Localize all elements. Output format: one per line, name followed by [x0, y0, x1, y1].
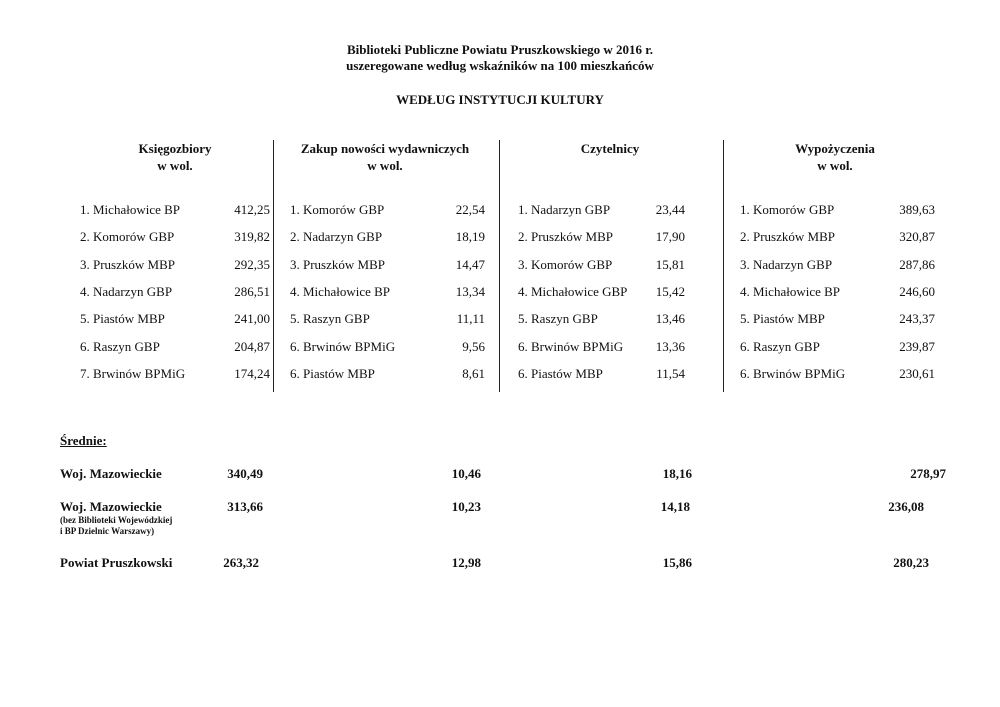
column-title: Księgozbiory	[138, 141, 212, 156]
column-header-ksiegozbiory	[80, 140, 270, 174]
library-name: 1. Nadarzyn GBP	[518, 202, 611, 217]
indicator-value: 13,36	[655, 338, 685, 354]
ranking-row	[80, 284, 270, 302]
ranking-row	[740, 284, 935, 302]
avg-row-label: Powiat Pruszkowski	[60, 555, 173, 570]
indicator-value: 319,82	[234, 229, 270, 245]
ranking-row	[290, 311, 485, 329]
indicator-value: 14,47	[455, 256, 485, 272]
indicator-value: 13,34	[455, 283, 485, 299]
ranking-row	[290, 366, 485, 384]
column-title: Czytelnicy	[580, 141, 640, 156]
ranking-row	[80, 366, 270, 384]
average-value: 10,46	[451, 466, 481, 481]
average-value: 263,32	[223, 555, 259, 570]
ranking-row	[518, 366, 685, 384]
library-name: 1. Komorów GBP	[740, 202, 835, 217]
library-name: 3. Pruszków MBP	[290, 256, 385, 272]
ranking-row	[518, 284, 685, 302]
ranking-row	[290, 339, 485, 357]
ranking-row	[290, 257, 485, 275]
column-title: Zakup nowości wydawniczych	[300, 141, 470, 156]
average-value: 10,23	[451, 499, 481, 514]
column-unit: w wol.	[367, 158, 403, 173]
indicator-value: 13,46	[655, 311, 685, 327]
library-name: 2. Nadarzyn GBP	[290, 229, 383, 245]
library-name: 3. Nadarzyn GBP	[740, 256, 833, 272]
ranking-row	[518, 311, 685, 329]
library-name: 6. Raszyn GBP	[740, 338, 820, 354]
library-name: 6. Brwinów BPMiG	[290, 338, 396, 354]
ranking-row	[80, 339, 270, 357]
indicator-value: 320,87	[899, 229, 935, 245]
ranking-row	[740, 366, 935, 384]
column-title: Wypożyczenia	[795, 141, 875, 156]
library-name: 4. Michałowice GBP	[518, 283, 628, 299]
library-name: 4. Michałowice BP	[740, 283, 841, 299]
library-name: 6. Brwinów BPMiG	[518, 338, 624, 354]
average-value: 340,49	[227, 466, 263, 481]
library-name: 6. Raszyn GBP	[80, 338, 160, 354]
ranking-row	[518, 257, 685, 275]
ranking-row	[290, 202, 485, 220]
indicator-value: 204,87	[234, 338, 270, 354]
library-name: 2. Pruszków MBP	[740, 229, 835, 245]
avg-row-label: Woj. Mazowieckie	[60, 499, 162, 514]
column-header-wypozyczenia	[735, 140, 935, 174]
ranking-row	[740, 202, 935, 220]
column-unit: w wol.	[817, 158, 853, 173]
average-value: 280,23	[893, 555, 929, 570]
indicator-value: 412,25	[234, 202, 270, 217]
library-name: 6. Piastów MBP	[290, 365, 375, 381]
indicator-value: 174,24	[234, 365, 270, 381]
library-name: 2. Pruszków MBP	[518, 229, 613, 245]
library-name: 1. Komorów GBP	[290, 202, 385, 217]
column-header-zakup	[280, 140, 490, 174]
ranking-row	[80, 202, 270, 220]
average-value: 12,98	[451, 555, 481, 570]
library-name: 5. Piastów MBP	[80, 311, 165, 327]
average-value: 15,86	[662, 555, 692, 570]
library-name: 2. Komorów GBP	[80, 229, 175, 245]
ranking-row	[740, 229, 935, 247]
library-name: 4. Michałowice BP	[290, 283, 391, 299]
ranking-row	[740, 339, 935, 357]
library-name: 7. Brwinów BPMiG	[80, 365, 186, 381]
library-name: 3. Pruszków MBP	[80, 256, 175, 272]
library-name: 5. Raszyn GBP	[290, 311, 370, 327]
average-value: 313,66	[227, 499, 263, 514]
title-line-2: uszeregowane według wskaźników na 100 mieszkańców	[346, 58, 654, 73]
ranking-row	[80, 311, 270, 329]
library-name: 6. Brwinów BPMiG	[740, 365, 846, 381]
subtitle: WEDŁUG INSTYTUCJI KULTURY	[396, 92, 604, 107]
column-divider	[723, 140, 724, 392]
library-name: 5. Piastów MBP	[740, 311, 825, 327]
column-divider	[499, 140, 500, 392]
indicator-value: 11,54	[656, 365, 685, 381]
column-unit: w wol.	[157, 158, 193, 173]
ranking-row	[290, 229, 485, 247]
indicator-value: 17,90	[655, 229, 685, 245]
indicator-value: 287,86	[899, 256, 935, 272]
library-name: 3. Komorów GBP	[518, 256, 613, 272]
indicator-value: 246,60	[899, 283, 935, 299]
column-divider	[273, 140, 274, 392]
average-value: 236,08	[888, 499, 924, 514]
ranking-row	[518, 202, 685, 220]
ranking-row	[740, 257, 935, 275]
average-value: 14,18	[660, 499, 690, 514]
indicator-value: 11,11	[456, 311, 485, 327]
indicator-value: 15,81	[655, 256, 685, 272]
average-value: 278,97	[910, 466, 946, 481]
indicator-value: 243,37	[899, 311, 935, 327]
library-name: 6. Piastów MBP	[518, 365, 603, 381]
library-name: 4. Nadarzyn GBP	[80, 283, 173, 299]
indicator-value: 22,54	[455, 202, 485, 217]
indicator-value: 230,61	[899, 365, 935, 381]
indicator-value: 292,35	[234, 256, 270, 272]
title-line-1: Biblioteki Publiczne Powiatu Pruszkowskiego w 2016 r.	[346, 42, 654, 57]
ranking-row	[80, 229, 270, 247]
avg-row-note: i BP Dzielnic Warszawy)	[60, 526, 155, 536]
ranking-row	[518, 229, 685, 247]
ranking-row	[740, 311, 935, 329]
average-value: 18,16	[662, 466, 692, 481]
ranking-row	[518, 339, 685, 357]
indicator-value: 8,61	[462, 365, 485, 381]
library-name: 5. Raszyn GBP	[518, 311, 598, 327]
indicator-value: 23,44	[655, 202, 685, 217]
indicator-value: 286,51	[234, 283, 270, 299]
ranking-row	[80, 257, 270, 275]
ranking-row	[290, 284, 485, 302]
indicator-value: 18,19	[455, 229, 485, 245]
library-name: 1. Michałowice BP	[80, 202, 181, 217]
column-header-czytelnicy	[505, 140, 715, 157]
indicator-value: 9,56	[462, 338, 485, 354]
avg-row-label: Woj. Mazowieckie	[60, 466, 162, 481]
indicator-value: 239,87	[899, 338, 935, 354]
indicator-value: 389,63	[899, 202, 935, 217]
averages-label: Średnie:	[60, 433, 107, 448]
indicator-value: 15,42	[655, 283, 685, 299]
indicator-value: 241,00	[234, 311, 270, 327]
avg-row-note: (bez Biblioteki Wojewódzkiej	[60, 515, 173, 525]
